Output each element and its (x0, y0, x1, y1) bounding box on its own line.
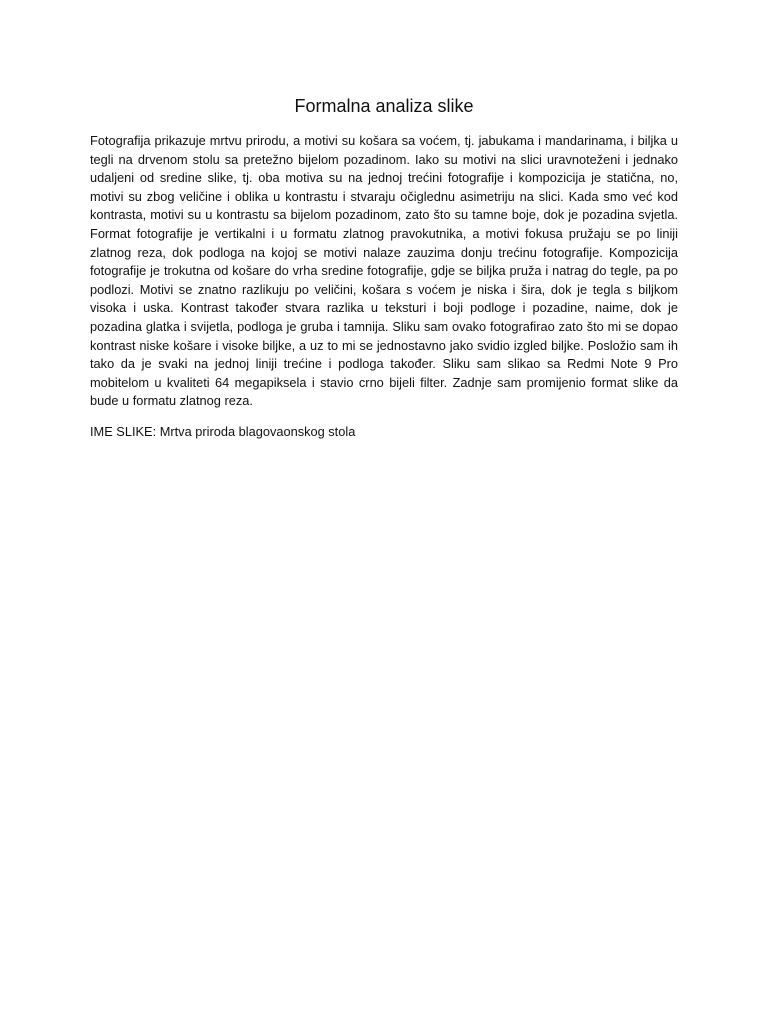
document-title: Formalna analiza slike (294, 96, 474, 116)
body-paragraph: Fotografija prikazuje mrtvu prirodu, a motivi su košara sa voćem, tj. jabukama i mandarinama, i biljka u tegli na drvenom stolu sa pretežno bijelom pozadinom. Iako su motivi na slici uravnoteženi i jednako udaljeni od sredine slike, tj. oba motiva su na jednoj trećini fotografije i kompozicija je statična, no, motivi su zbog veličine i oblika u kontrastu i stvaraju očiglednu asimetriju na slici. Kada smo već kod kontrasta, motivi su u kontrastu sa bijelom pozadinom, zato što su tamne boje, dok je pozadina svjetla. Format fotografije je vertikalni i u formatu zlatnog pravokutnika, a motivi fokusa pružaju se po liniji zlatnog reza, dok podloga na kojoj se motivi nalaze zauzima donju trećinu fotografije. Kompozicija fotografije je trokutna od košare do vrha sredine fotografije, gdje se biljka pruža i natrag do tegle, pa po podlozi. Motivi se znatno razlikuju po veličini, košara s voćem je niska i šira, dok je tegla s biljkom visoka i uska. Kontrast također stvara razlika u teksturi i boji podloge i pozadine, naime, dok je pozadina glatka i svijetla, podloga je gruba i tamnija. Sliku sam ovako fotografirao zato što mi se dopao kontrast niske košare i visoke biljke, a uz to mi se jednostavno jako svidio izgled biljke. Posložio sam ih tako da je svaki na jednoj liniji trećine i podloga također. Sliku sam slikao sa Redmi Note 9 Pro mobitelom u kvaliteti 64 megapiksela i stavio crno bijeli filter. Zadnje sam promijenio format slike da bude u formatu zlatnog reza. (90, 133, 678, 409)
image-name-line: IME SLIKE: Mrtva priroda blagovaonskog stola (90, 423, 356, 439)
